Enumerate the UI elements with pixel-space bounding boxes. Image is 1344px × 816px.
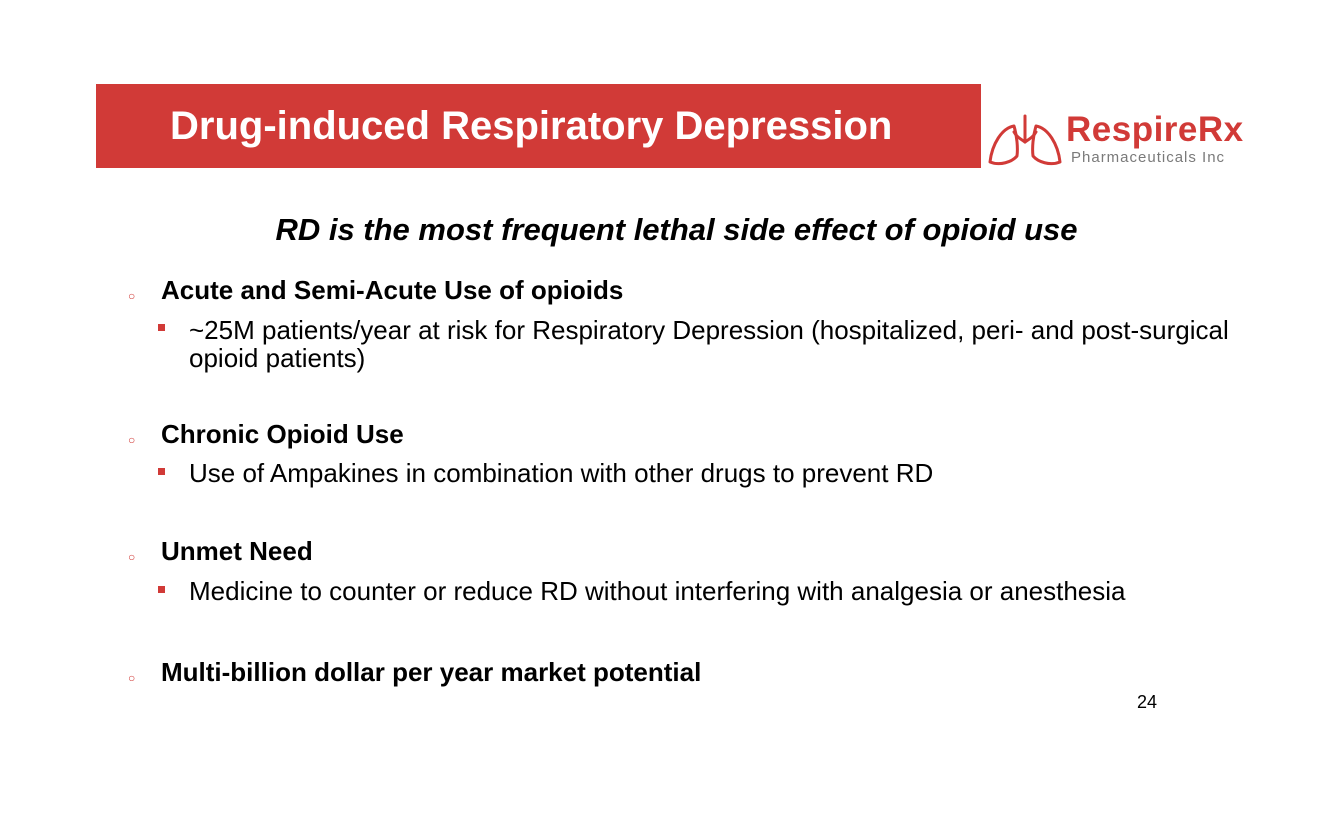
slide-title: Drug-induced Respiratory Depression: [170, 104, 893, 148]
logo-wordmark: RespireRx: [1066, 110, 1244, 149]
circle-bullet-icon: ○: [128, 550, 136, 564]
company-logo: [986, 110, 1248, 168]
circle-bullet-icon: ○: [128, 671, 136, 685]
square-bullet-icon: [158, 324, 165, 331]
square-bullet-icon: [158, 586, 165, 593]
section-bullet-text: Medicine to counter or reduce RD without interfering with analgesia or anesthesia: [189, 576, 1126, 606]
circle-bullet-icon: ○: [128, 433, 136, 447]
slide-subtitle: RD is the most frequent lethal side effect of opioid use: [275, 212, 1078, 247]
title-banner: [96, 84, 981, 168]
circle-bullet-icon: ○: [128, 289, 136, 303]
square-bullet-icon: [158, 468, 165, 475]
page-number: 24: [1137, 692, 1158, 712]
section-heading: Chronic Opioid Use: [161, 419, 404, 449]
section-bullet-text: ~25M patients/year at risk for Respiratory Depression (hospitalized, peri- and post-surgical opioid patients): [189, 315, 1229, 373]
section-heading: Multi-billion dollar per year market potential: [161, 657, 702, 687]
section-heading: Acute and Semi-Acute Use of opioids: [161, 275, 624, 305]
lungs-icon: [986, 112, 1064, 168]
section-bullet-text: Use of Ampakines in combination with other drugs to prevent RD: [189, 458, 934, 488]
section-heading: Unmet Need: [161, 536, 313, 566]
logo-tagline: Pharmaceuticals Inc: [1071, 149, 1226, 166]
